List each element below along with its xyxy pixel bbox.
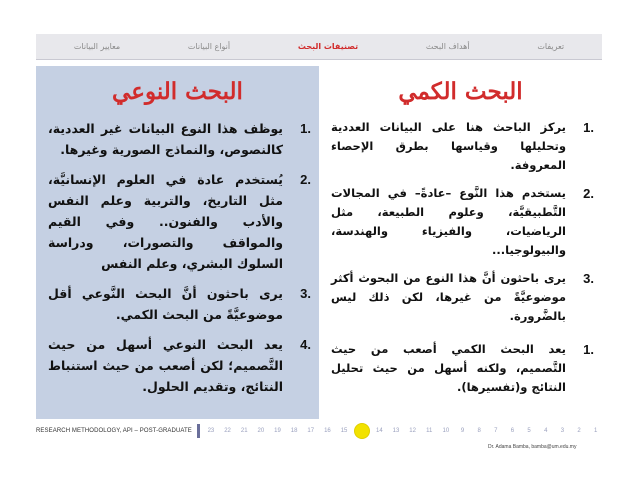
page-number[interactable]: 19: [274, 428, 281, 434]
page-number[interactable]: 20: [257, 428, 265, 434]
footer-divider: [197, 424, 200, 438]
list-item: [331, 340, 594, 397]
course-label: RESEARCH METHODOLOGY, API – POST-GRADUATE: [36, 428, 192, 434]
nav-item-data-criteria[interactable]: معايير البيانات: [73, 42, 121, 51]
nav-item-data-types[interactable]: أنواع البيانات: [187, 42, 231, 51]
nav-item-research-classifications[interactable]: تصنيفات البحث: [297, 42, 359, 51]
nav-item-research-objectives[interactable]: أهداف البحث: [425, 42, 470, 51]
qualitative-research-panel: [36, 66, 319, 419]
item-number: 1.: [300, 121, 311, 136]
author-email: Dr. Adama Bamba, bamba@um.edu.my: [488, 444, 577, 450]
list-item: [48, 169, 311, 274]
page-number[interactable]: 10: [442, 428, 450, 434]
slide-pager: [205, 424, 602, 438]
list-item: [331, 184, 594, 260]
list-item: [48, 283, 311, 325]
page-number[interactable]: 17: [307, 428, 315, 434]
page-number[interactable]: 3: [560, 428, 565, 434]
item-number: 3.: [583, 271, 594, 286]
qualitative-list: [48, 118, 311, 406]
page-number[interactable]: 4: [544, 428, 548, 434]
page-number[interactable]: 15: [340, 428, 348, 434]
item-text: يعد البحث النوعي أسهل من حيث التَّصميم؛ لكن أصعب من حيث استنباط النتائج، وتقديم الحلول.: [48, 337, 283, 394]
item-text: يستخدم هذا النَّوع –عادةً– في المجالات التَّطبيقيَّة، وعلوم الطبيعة، مثل الرياضيات، والفيزياء والهندسة، والبيولوجيا...: [331, 186, 566, 257]
item-number: 1.: [583, 120, 594, 135]
current-page-indicator[interactable]: [355, 424, 369, 438]
page-number[interactable]: 21: [240, 428, 248, 434]
page-number[interactable]: 16: [324, 428, 331, 434]
top-navigation: [36, 34, 602, 60]
page-number[interactable]: 11: [426, 428, 433, 434]
quantitative-research-panel: [319, 66, 602, 419]
page-number[interactable]: 18: [290, 428, 298, 434]
page-number[interactable]: 23: [207, 428, 215, 434]
page-number[interactable]: 1: [593, 428, 598, 434]
item-number: 3.: [300, 286, 311, 301]
list-item: [331, 118, 594, 175]
page-number[interactable]: 5: [527, 428, 531, 434]
page-number[interactable]: 2: [577, 428, 581, 434]
item-number: 2.: [583, 186, 594, 201]
item-text: يركز الباحث هنا على البيانات العددية وتحليلها وقياسها بطرق الإحصاء المعروفة.: [331, 120, 566, 172]
footer-bar: [36, 424, 602, 438]
item-number: 4.: [300, 337, 311, 352]
item-number: 1.: [583, 342, 594, 357]
item-text: يوظف هذا النوع البيانات غير العددية، كالنصوص، والنماذج الصورية وغيرها.: [48, 121, 283, 157]
item-text: يُستخدم عادة في العلوم الإنسانيَّة، مثل التاريخ، والتربية وعلم النفس والأدب والفنون.. وفي القيم والمواقف والتصورات، ودراسة السلوك البشري، وعلم النفس: [48, 172, 283, 271]
item-text: يرى باحثون أنَّ هذا النوع من البحوث أكثر موضوعيَّةً من غيرها، لكن ذلك ليس بالضَّرورة.: [331, 271, 566, 323]
page-number[interactable]: 6: [510, 428, 515, 434]
list-item: [48, 334, 311, 397]
item-text: يعد البحث الكمي أصعب من حيث التَّصميم، ولكنه أسهل من حيث تحليل النتائج و(تفسيرها).: [331, 342, 566, 394]
item-number: 2.: [300, 172, 311, 187]
list-item: [48, 118, 311, 160]
page-number[interactable]: 9: [460, 428, 465, 434]
page-number[interactable]: 14: [375, 428, 383, 434]
page-number[interactable]: 7: [494, 428, 498, 434]
quantitative-list: [331, 118, 594, 406]
page-number[interactable]: 12: [409, 428, 416, 434]
nav-item-definitions[interactable]: تعريفات: [537, 42, 565, 51]
quantitative-research-title: البحث الكمي: [398, 78, 523, 105]
page-number[interactable]: 13: [392, 428, 400, 434]
page-number[interactable]: 8: [477, 428, 481, 434]
page-number[interactable]: 22: [224, 428, 231, 434]
qualitative-research-title: البحث النوعي: [112, 78, 243, 105]
item-text: يرى باحثون أنَّ البحث النَّوعي أقل موضوعيَّةً من البحث الكمي.: [48, 286, 283, 322]
list-item: [331, 269, 594, 326]
